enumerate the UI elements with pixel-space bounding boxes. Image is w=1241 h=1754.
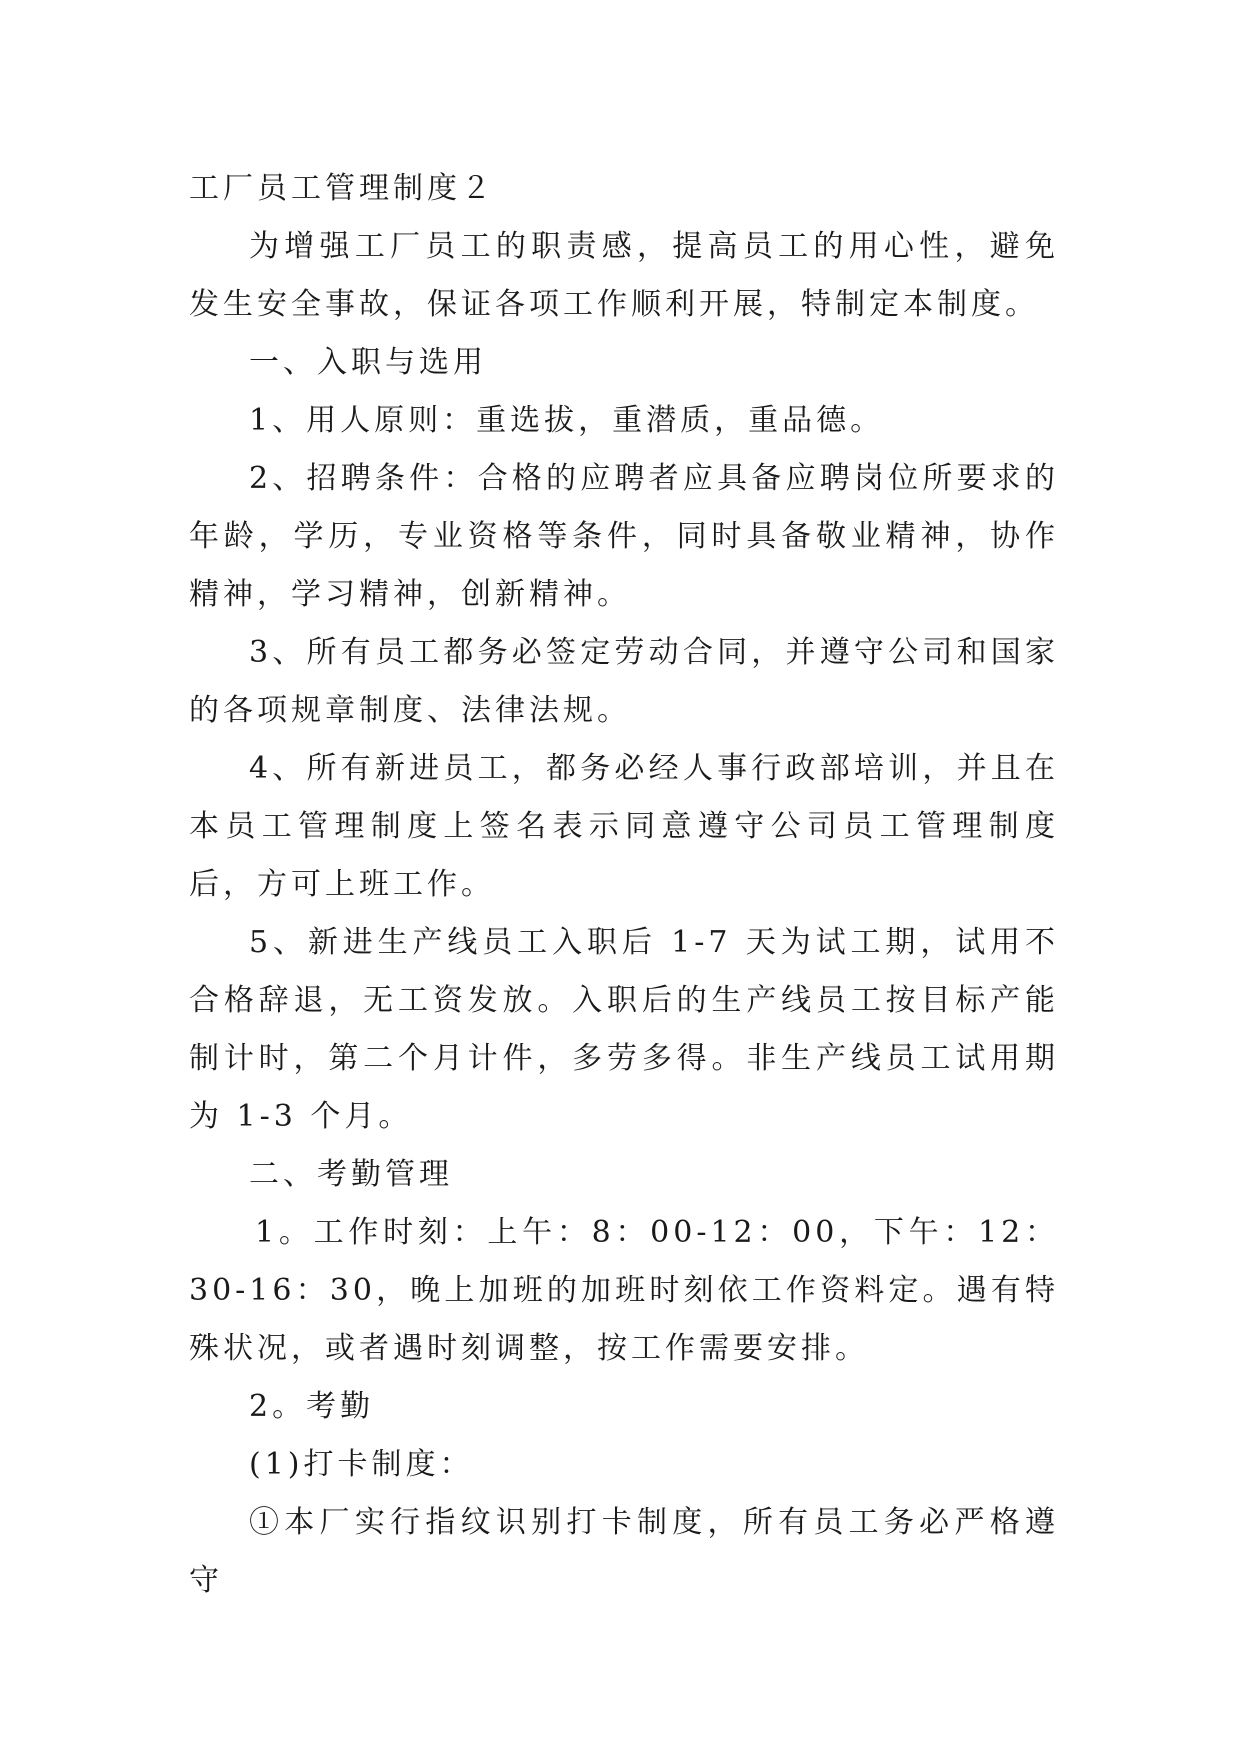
paragraph-item-1: 1、用人原则：重选拔，重潜质，重品德。 [249, 403, 885, 438]
paragraph-item-2: 2、招聘条件：合格的应聘者应具备应聘岗位所要求的年龄，学历，专业资格等条件，同时具备敬业精神，协作精神，学习精神，创新精神。 [189, 461, 1059, 612]
section-heading-onboarding: 一、入职与选用 [249, 345, 487, 380]
document-body [189, 160, 1059, 1610]
paragraph-work-hours: 1。工作时刻：上午：8：00-12：00，下午：12：30-16：30，晚上加班的加班时刻依工作资料定。遇有特殊状况，或者遇时刻调整，按工作需要安排。 [189, 1215, 1059, 1366]
section-heading-attendance: 二、考勤管理 [249, 1157, 453, 1192]
paragraph-fingerprint: ①本厂实行指纹识别打卡制度，所有员工务必严格遵守 [189, 1505, 1059, 1598]
paragraph-clock-in-rules: (1)打卡制度： [249, 1447, 474, 1482]
paragraph-intro: 为增强工厂员工的职责感，提高员工的用心性，避免发生安全事故，保证各项工作顺利开展，特制定本制度。 [189, 229, 1059, 322]
document-title: 工厂员工管理制度２ [189, 171, 495, 206]
paragraph-attendance: 2。考勤 [249, 1389, 375, 1424]
paragraph-item-3: 3、所有员工都务必签定劳动合同，并遵守公司和国家的各项规章制度、法律法规。 [189, 635, 1059, 728]
paragraph-item-5: 5、新进生产线员工入职后 1-7 天为试工期，试用不合格辞退，无工资发放。入职后的生产线员工按目标产能制计时，第二个月计件，多劳多得。非生产线员工试用期为 1-3 个月。 [189, 925, 1059, 1134]
paragraph-item-4: 4、所有新进员工，都务必经人事行政部培训，并且在本员工管理制度上签名表示同意遵守公司员工管理制度后，方可上班工作。 [189, 751, 1059, 902]
